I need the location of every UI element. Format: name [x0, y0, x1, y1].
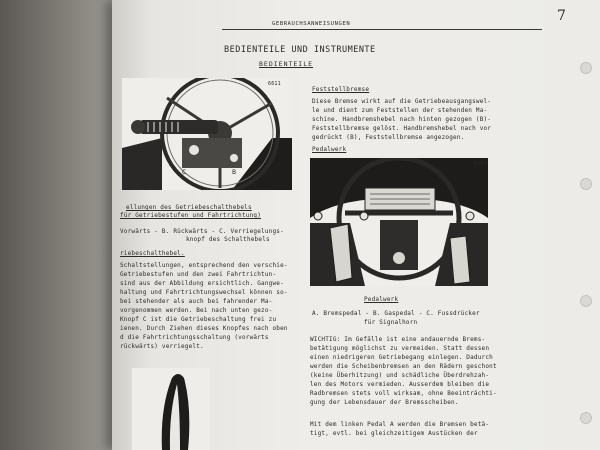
parking-brake-heading: Feststellbremse [312, 86, 370, 93]
page-subtitle: BEDIENTEILE [259, 60, 314, 68]
parking-text-line: Feststellbremse gelöst. Handbremshebel nach vor [312, 125, 492, 132]
punch-hole [580, 295, 592, 307]
pedal-illustration [310, 158, 488, 286]
warning-text-line: einen niedrigeren Getriebegang einlegen. Dadurch [310, 354, 493, 361]
warning-text-line: tigt, evtl. bei gleichzeitigem Austücken der [310, 430, 478, 437]
gear-text-line: bei stehender als auch bei fahrender Ma- [120, 298, 273, 305]
warning-text-line: (keine Überhitzung) und schädliche Überdrehzah- [310, 372, 490, 379]
gear-caption-title: ellungen des Getriebeschalthebels [126, 204, 252, 211]
steering-gear-figure [122, 78, 292, 190]
gear-text-line: sind aus der Abbildung ersichtlich. Gangwe- [120, 280, 284, 287]
page-title: BEDIENTEILE UND INSTRUMENTE [224, 45, 376, 55]
gear-lever-heading: riebeschalthebel. [120, 250, 185, 257]
parking-text-line: gedrückt (B), Feststellbremse angezogen. [312, 134, 465, 141]
gear-text-line: vorgenommen werden. Bei nach unten gezo- [120, 307, 273, 314]
parking-text-line: Diese Bremse wirkt auf die Getriebeausgangswel- [312, 98, 492, 105]
warning-text-line: len des Motors vermieden. Ausserdem bleiben die [310, 381, 490, 388]
gear-text-line: ienen. Durch Ziehen dieses Knopfes nach oben [120, 325, 288, 332]
pedal-figure-caption: Pedalwerk [364, 296, 399, 303]
header-rule [222, 29, 542, 30]
running-header: GEBRAUCHSANWEISUNGEN [272, 21, 351, 27]
svg-text:C: C [182, 169, 187, 176]
punch-hole [580, 412, 592, 424]
warning-text-line: Mit dem linken Pedal A werden die Bremsen betä- [310, 421, 490, 428]
manual-page [112, 0, 600, 450]
lever-detail-figure [132, 368, 210, 450]
page-number: 7 [557, 8, 567, 24]
svg-text:B: B [232, 169, 237, 176]
gear-caption-subtitle: für Getriebestufen und Fahrtrichtung) [120, 212, 262, 219]
gear-caption-line-1: Vorwärts - B. Rückwärts - C. Verriegelungs- [120, 228, 284, 235]
warning-text-line: betätigung möglichst zu vermeiden. Statt dessen [310, 345, 490, 352]
gear-text-line: Getriebestufen und den zwei Fahrtrichtun- [120, 271, 277, 278]
pedal-heading: Pedalwerk [312, 146, 347, 153]
gear-text-line: haltung und Fahrtrichtungswechsel können so- [120, 289, 288, 296]
pedal-legend-line-1: A. Bremspedal - B. Gaspedal - C. Fussdrücker [312, 310, 480, 317]
lever-detail-illustration [132, 368, 210, 450]
gear-text-line: Knopf C ist die Getriebeschaltung frei zu [120, 316, 277, 323]
gear-text-line: d die Fahrtrichtungsschaltung (vorwärts [120, 334, 269, 341]
parking-text-line: schine. Handbremshebel nach hinten gezogen (B)- [312, 116, 492, 123]
warning-text-line: Radbremsen stets voll wirksam, ohne Beeinträchti- [310, 390, 497, 397]
gear-caption-line-2: knopf des Schalthebels [186, 236, 270, 243]
pedal-figure [310, 158, 488, 286]
parking-text-line: le und dient zum Feststellen der stehenden Ma- [312, 107, 488, 114]
pedal-legend-line-2: für Signalhorn [364, 319, 418, 326]
punch-hole [580, 178, 592, 190]
gear-text-line: Schaltstellungen, entsprechend den verschie- [120, 262, 288, 269]
steering-gear-illustration [122, 78, 292, 190]
warning-text-line: gung der Lebensdauer der Bremsscheiben. [310, 399, 459, 406]
warning-text-line: WICHTIG: Im Gefälle ist eine andauernde Brems- [310, 336, 486, 343]
gear-text-line: rückwärts) verriegelt. [120, 343, 204, 350]
warning-text-line: werden die Scheibenbremsen an den Rädern geschont [310, 363, 497, 370]
punch-hole [580, 62, 592, 74]
figure-number-2: 6601 [474, 161, 487, 167]
figure-number-1: 6611 [268, 81, 281, 87]
